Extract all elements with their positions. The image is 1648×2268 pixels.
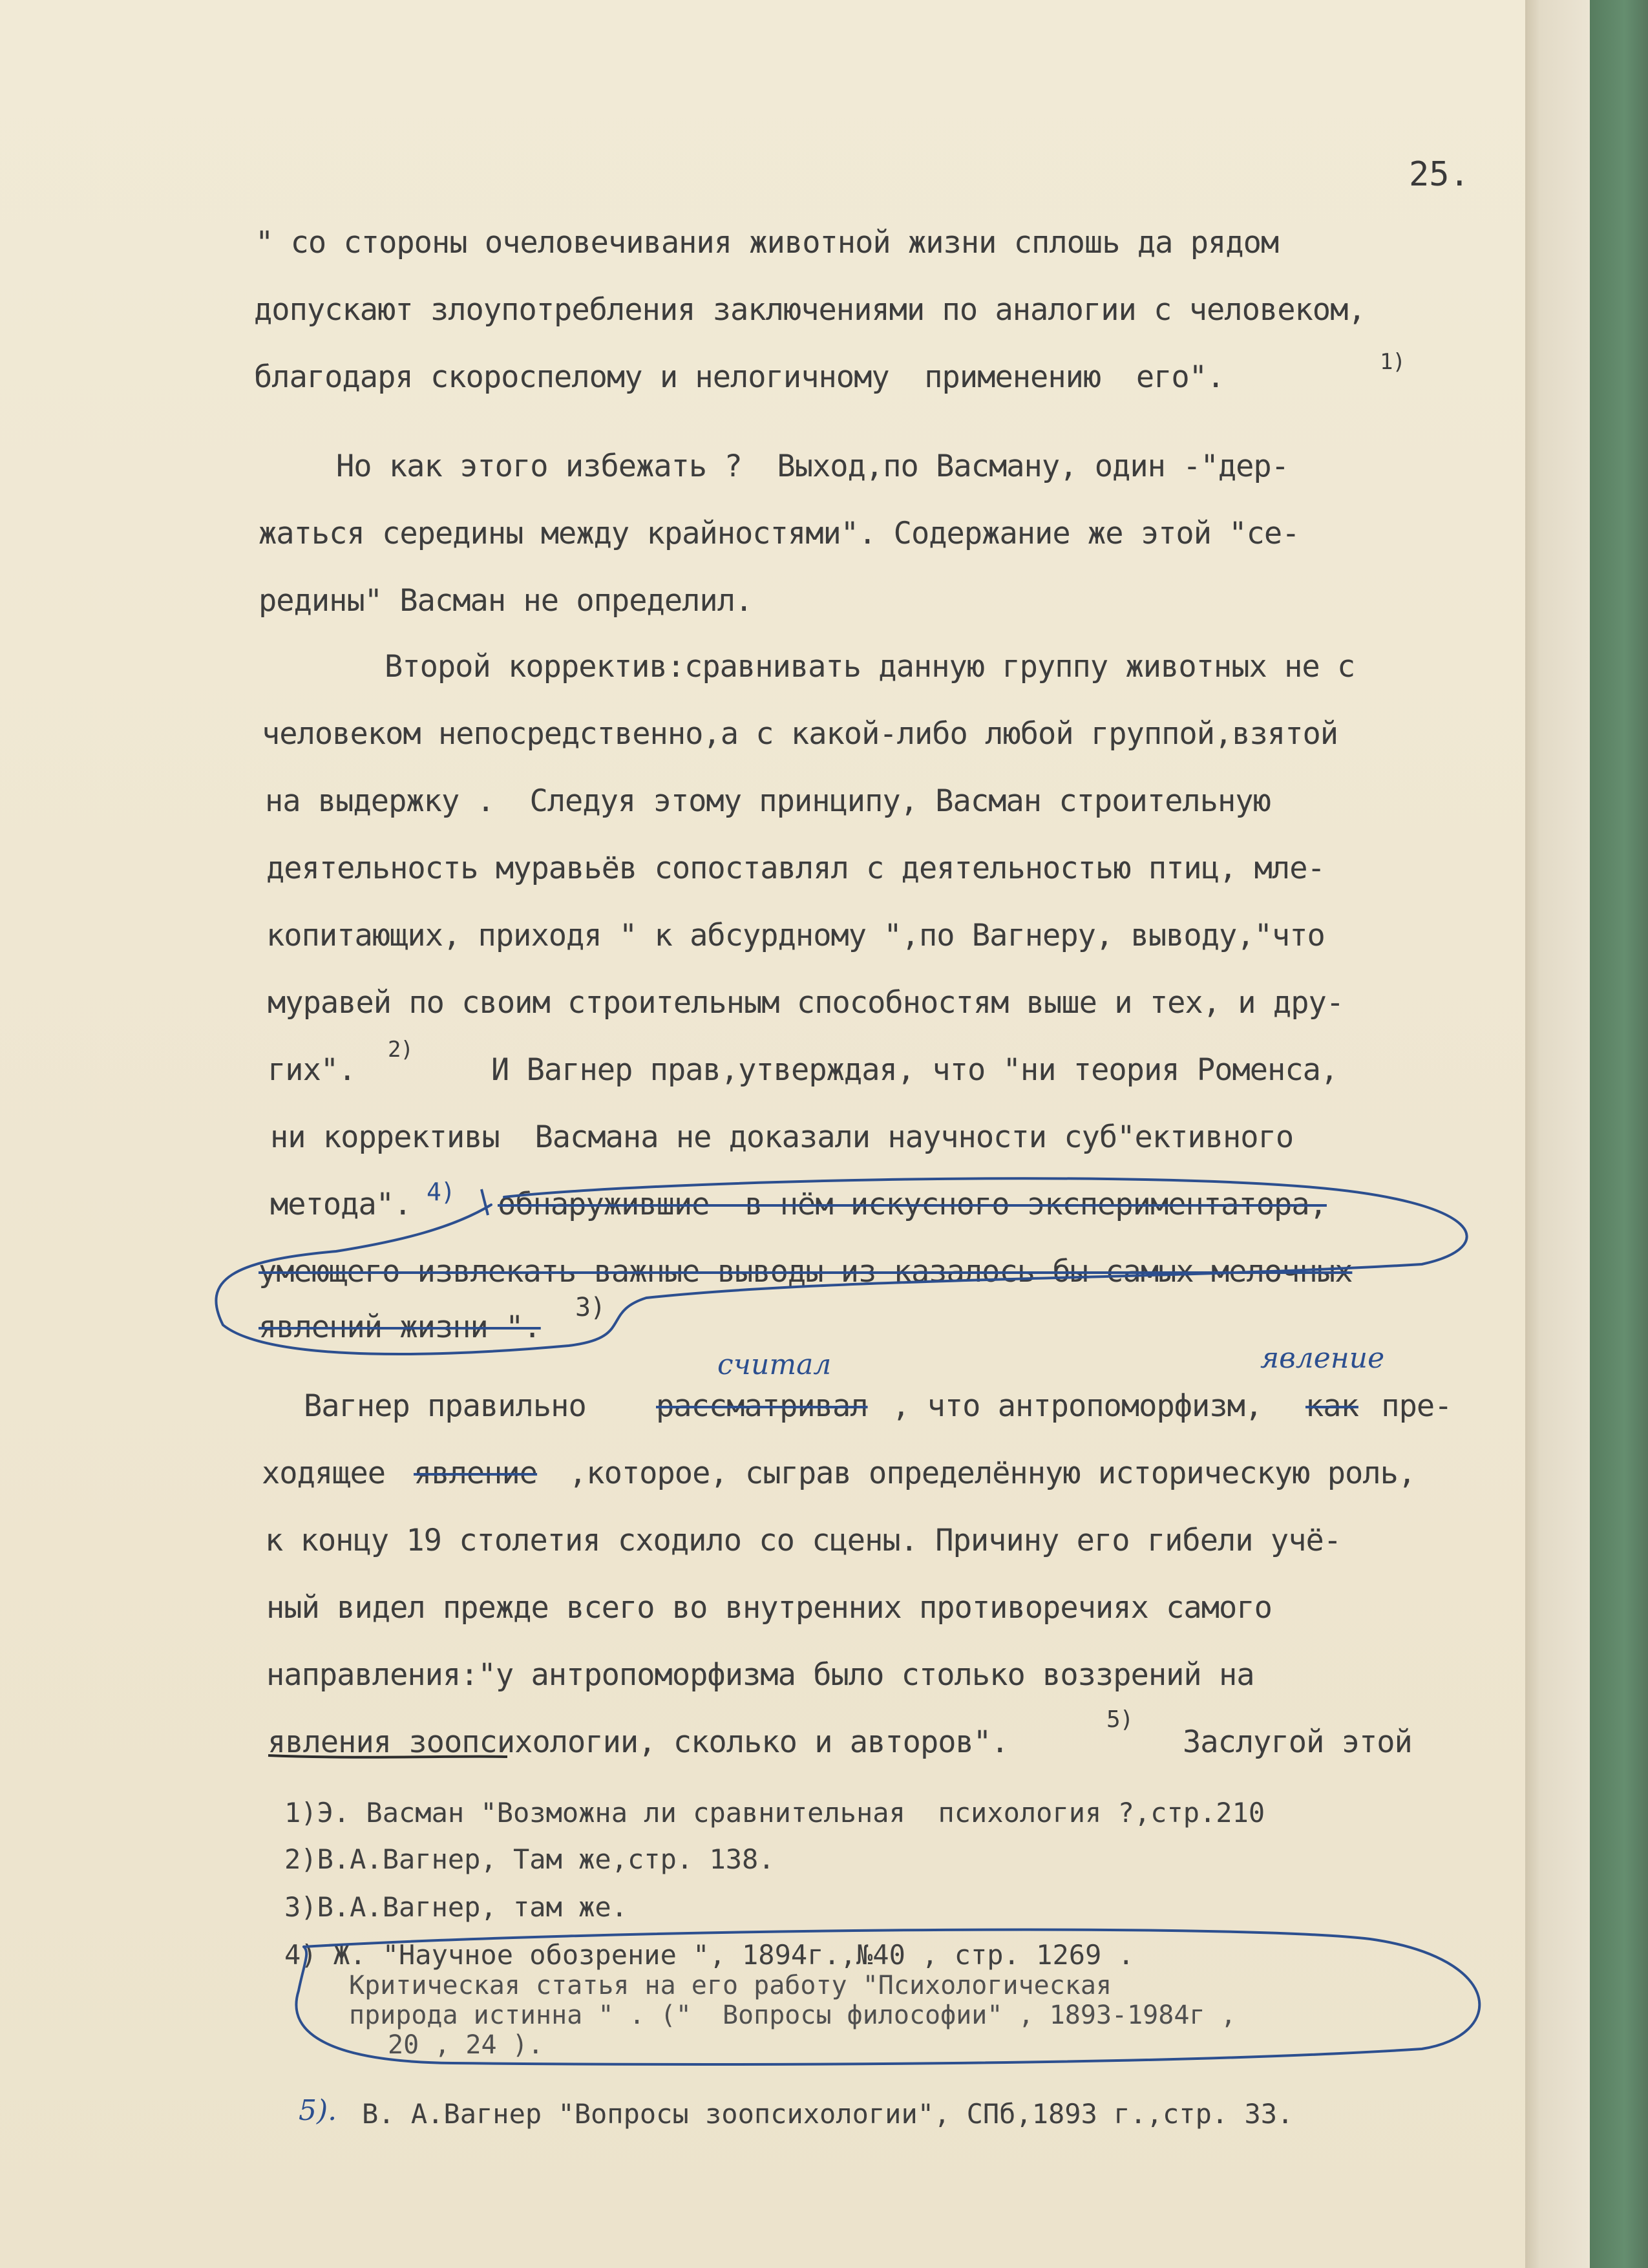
footnote-4-line-4: 20 , 24 ). (388, 2030, 544, 2060)
struck-line-16: обнаружившие в нём искусного экспериментатора, (498, 1187, 1327, 1222)
body-line-11: копитающих, приходя " к абсурдному ",по Вагнеру, выводу,"что (266, 918, 1325, 953)
background-strip (1590, 0, 1648, 2268)
body-line-19c: пре- (1364, 1388, 1452, 1424)
footnote-ref-5: 5) (1106, 1706, 1134, 1733)
body-line-24a: явления зоопсихологии, сколько и авторов". (268, 1724, 1009, 1760)
footnote-ref-1: 1) (1380, 349, 1405, 375)
body-line-20b: ,которое, сыграв определённую историческую роль, (569, 1456, 1416, 1491)
body-line-10: деятельность муравьёв сопоставлял с деятельностью птиц, мле- (266, 851, 1325, 886)
footnote-4-line-1: 4) Ж. "Научное обозрение ", 1894г.,№40 , стр. 1269 . (284, 1939, 1134, 1971)
body-line-1: " со стороны очеловечивания животной жизни сплошь да рядом (255, 225, 1279, 260)
handwritten-footnote-5-mark: 5). (299, 2094, 337, 2127)
body-line-12: муравей по своим строительным способностям выше и тех, и дру- (268, 985, 1344, 1021)
footnote-4-line-2: Критическая статья на его работу "Психологическая (349, 1971, 1112, 2000)
body-line-24b: Заслугой этой (1183, 1724, 1412, 1760)
body-line-7: Второй корректив:сравнивать данную группу животных не с (385, 649, 1355, 684)
body-line-5: жаться середины между крайностями". Содержание же этой "се- (259, 516, 1300, 551)
body-line-22: ный видел прежде всего во внутренних противоречиях самого (266, 1590, 1272, 1626)
struck-line-18: явлений жизни ". (259, 1309, 541, 1345)
body-line-9: на выдержку . Следуя этому принципу, Васман строительную (265, 783, 1271, 819)
body-line-21: к концу 19 столетия сходило со сцены. Причину его гибели учё- (265, 1523, 1342, 1558)
footnote-ref-4-corrected: 4) (427, 1178, 455, 1206)
footnote-5: В. А.Вагнер "Вопросы зоопсихологии", СПб,1893 г.,стр. 33. (362, 2098, 1294, 2130)
footnote-ref-2: 2) (388, 1037, 413, 1063)
footnote-1: 1)Э. Васман "Возможна ли сравнительная психология ?,стр.210 (284, 1797, 1265, 1828)
body-line-13b: И Вагнер прав,утверждая, что "ни теория Роменса, (491, 1052, 1338, 1088)
body-line-8: человеком непосредственно,а с какой-либо любой группой,взятой (262, 716, 1338, 752)
body-line-19b: , что антропоморфизм, (892, 1388, 1263, 1424)
struck-line-17: умеющего извлекать важные выводы из казалось бы самых мелочных (259, 1254, 1353, 1289)
body-line-13a: гих". (268, 1052, 356, 1088)
footnote-4-line-3: природа истинна " . (" Вопросы философии" , 1893-1984г , (349, 2000, 1236, 2030)
handwritten-correction-considered: считал (717, 1348, 832, 1381)
handwritten-correction-phenomenon: явление (1260, 1342, 1385, 1375)
body-line-23: направления:"у антропоморфизма было столько воззрений на (266, 1657, 1254, 1693)
struck-word-as: как (1305, 1388, 1358, 1424)
page-number: 25. (1409, 155, 1470, 194)
body-line-4: Но как этого избежать ? Выход,по Васману, один -"дер- (336, 449, 1289, 484)
body-line-15: метода". (270, 1187, 412, 1222)
footnote-ref-3: 3) (575, 1293, 606, 1322)
body-line-20a: ходящее (262, 1456, 386, 1491)
body-line-2: допускают злоупотребления заключениями по аналогии с человеком, (254, 292, 1366, 328)
body-line-3: благодаря скороспелому и нелогичному применению его". (254, 359, 1225, 395)
footnote-3: 3)В.А.Вагнер, там же. (284, 1891, 628, 1923)
body-line-19a: Вагнер правильно (304, 1388, 586, 1424)
body-line-6: редины" Васман не определил. (259, 583, 753, 619)
body-line-14: ни коррективы Васмана не доказали научности суб"ективного (270, 1119, 1294, 1155)
footnote-2: 2)В.А.Вагнер, Там же,стр. 138. (284, 1843, 775, 1875)
struck-word-considered: рассматривал (656, 1388, 868, 1424)
struck-word-phenomenon: явление (414, 1456, 538, 1491)
